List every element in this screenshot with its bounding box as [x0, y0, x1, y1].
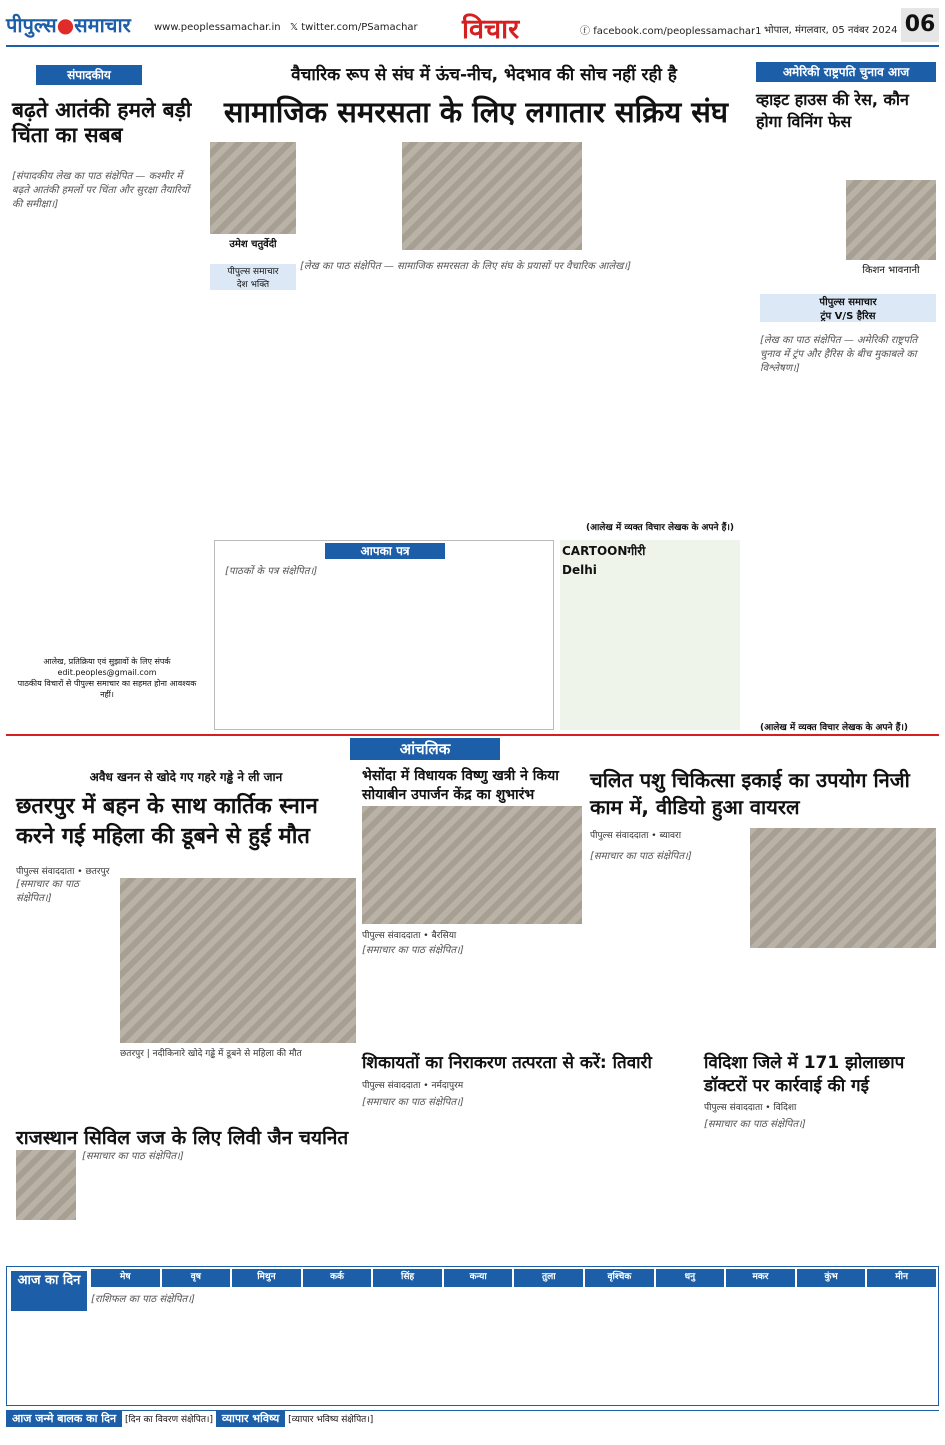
- us-summary: [लेख का पाठ संक्षेपित — अमेरिकी राष्ट्रपति चुनाव में ट्रंप और हैरिस के बीच मुकाबले का विश्लेषण।]: [760, 335, 918, 374]
- story4-title: शिकायतों का निराकरण तत्परता से करें: तिवारी: [362, 1053, 652, 1073]
- story6-title: राजस्थान सिविल जज के लिए लिवी जैन चयनित: [16, 1127, 349, 1149]
- story1-byline: पीपुल्स संवाददाता • छतरपुर: [16, 867, 110, 877]
- lead-photo: [402, 142, 582, 250]
- story3-summary: [समाचार का पाठ संक्षेपित।]: [590, 851, 692, 862]
- rashi-name: मीन: [867, 1269, 936, 1287]
- editorial-title: बढ़ते आतंकी हमले बड़ी चिंता का सबब: [12, 98, 192, 147]
- lead-summary: [लेख का पाठ संक्षेपित — सामाजिक समरसता के लिए संघ के प्रयासों पर वैचारिक आलेख।]: [300, 261, 631, 272]
- rashi-name: कुंभ: [797, 1269, 866, 1287]
- lead-note: (आलेख में व्यक्त विचार लेखक के अपने हैं।): [586, 523, 734, 533]
- rashifal-footer: [6, 1410, 939, 1440]
- us-badge: पीपुल्स समाचार ट्रंप V/S हैरिस: [760, 294, 936, 322]
- letters-box: [214, 540, 554, 730]
- story2-photo: [362, 806, 582, 924]
- story3-title: चलित पशु चिकित्सा इकाई का उपयोग निजी काम में, वीडियो हुआ वायरल: [590, 768, 910, 819]
- cartoon-sign: Delhi: [562, 563, 597, 577]
- story3-byline: पीपुल्स संवाददाता • ब्यावरा: [590, 831, 682, 841]
- divider: [6, 734, 939, 736]
- rashi-name: धनु: [656, 1269, 725, 1287]
- rashi-name: मकर: [726, 1269, 795, 1287]
- rashi-name: सिंह: [373, 1269, 442, 1287]
- story6-photo: [16, 1150, 76, 1220]
- rashi-name: कन्या: [444, 1269, 513, 1287]
- story4-byline: पीपुल्स संवाददाता • नर्मदापुरम: [362, 1081, 464, 1091]
- story2-byline: पीपुल्स संवाददाता • बैरसिया: [362, 931, 457, 941]
- editorial-kicker: संपादकीय: [36, 65, 142, 85]
- lead-badge: पीपुल्स समाचार देश भक्ति: [210, 264, 296, 290]
- us-author-photo: [846, 180, 936, 260]
- site-url[interactable]: www.peoplessamachar.in: [154, 22, 281, 33]
- section-name: विचार: [462, 14, 520, 45]
- story2-summary: [समाचार का पाठ संक्षेपित।]: [362, 945, 464, 956]
- rashi-name: वृष: [162, 1269, 231, 1287]
- aaj-ka-din: आज का दिन: [11, 1271, 87, 1311]
- story5-byline: पीपुल्स संवाददाता • विदिशा: [704, 1103, 797, 1113]
- footer-mid: [दिन का विवरण संक्षेपित।]: [124, 1415, 213, 1425]
- us-title: व्हाइट हाउस की रेस, कौन होगा विनिंग फेस: [756, 90, 909, 131]
- lead-title: सामाजिक समरसता के लिए लगातार सक्रिय संघ: [223, 95, 729, 129]
- brand-logo: पीपुल्स●समाचार: [6, 13, 131, 37]
- story1-title: छतरपुर में बहन के साथ कार्तिक स्नान करने गई महिला की डूबने से हुई मौत: [16, 794, 318, 849]
- editorial-summary: [संपादकीय लेख का पाठ संक्षेपित — कश्मीर में बढ़ते आतंकी हमलों पर चिंता और सुरक्षा तैयारियों की समीक्षा।]: [12, 171, 190, 210]
- story1-photo: [120, 878, 356, 1043]
- dateline: भोपाल, मंगलवार, 05 नवंबर 2024: [764, 25, 898, 36]
- page-number: 06: [901, 8, 939, 42]
- us-author-name: किशन भावनानी: [862, 265, 920, 276]
- story2-title: भेसोंदा में विधायक विष्णु खत्री ने किया सोयाबीन उपार्जन केंद्र का शुभारंभ: [362, 768, 559, 803]
- story6-summary: [समाचार का पाठ संक्षेपित।]: [82, 1151, 184, 1162]
- story5-summary: [समाचार का पाठ संक्षेपित।]: [704, 1119, 806, 1130]
- story1-summary: [समाचार का पाठ संक्षेपित।]: [16, 879, 79, 904]
- rashifal: [6, 1266, 939, 1406]
- us-note: (आलेख में व्यक्त विचार लेखक के अपने हैं।): [760, 723, 908, 733]
- rashi-name: वृश्चिक: [585, 1269, 654, 1287]
- story1-caption: छतरपुर | नदीकिनारे खोदे गड्ढे में डूबने से महिला की मौत: [120, 1049, 302, 1059]
- cartoon-title: CARTOONगीरी: [562, 544, 646, 558]
- author-name: उमेश चतुर्वेदी: [229, 239, 277, 250]
- letters-summary: [पाठकों के पत्र संक्षेपित।]: [225, 566, 318, 577]
- twitter-link[interactable]: 𝕏 twitter.com/PSamachar: [290, 22, 418, 33]
- story5-title: विदिशा जिले में 171 झोलाछाप डॉक्टरों पर कार्रवाई की गई: [704, 1053, 905, 1096]
- footer-business: व्यापार भविष्य: [216, 1410, 285, 1427]
- x-icon: 𝕏: [290, 22, 302, 33]
- rashi-name: मिथुन: [232, 1269, 301, 1287]
- rashi-name: तुला: [514, 1269, 583, 1287]
- footer-right: [व्यापार भविष्य संक्षेपित।]: [288, 1415, 374, 1425]
- rashifal-summary: [राशिफल का पाठ संक्षेपित।]: [91, 1294, 195, 1305]
- footer-left: आज जन्मे बालक का दिन: [6, 1410, 122, 1427]
- rashi-name: कर्क: [303, 1269, 372, 1287]
- rashi-names: [91, 1269, 936, 1287]
- cartoon: [560, 540, 740, 730]
- facebook-icon: ⓕ: [580, 26, 594, 37]
- author-photo: [210, 142, 296, 234]
- lead-kicker: वैचारिक रूप से संघ में ऊंच-नीच, भेदभाव की सोच नहीं रही है: [291, 65, 677, 85]
- regional-title: आंचलिक: [350, 738, 500, 760]
- facebook-link[interactable]: ⓕ facebook.com/peoplessamachar1: [580, 26, 762, 37]
- letters-title: आपका पत्र: [325, 543, 445, 559]
- page-header: [6, 5, 939, 47]
- story4-summary: [समाचार का पाठ संक्षेपित।]: [362, 1097, 464, 1108]
- editorial-footer: आलेख, प्रतिक्रिया एवं सुझावों के लिए संपर्क edit.peoples@gmail.com पाठकीय विचारों से पीपुल्स समाचार का सहमत होना आवश्यक नहीं।: [17, 657, 197, 699]
- story3-photo: [750, 828, 936, 948]
- story1-kicker: अवैध खनन से खोदे गए गहरे गड्ढे ने ली जान: [89, 770, 283, 784]
- rashi-name: मेष: [91, 1269, 160, 1287]
- us-kicker: अमेरिकी राष्ट्रपति चुनाव आज: [756, 62, 936, 82]
